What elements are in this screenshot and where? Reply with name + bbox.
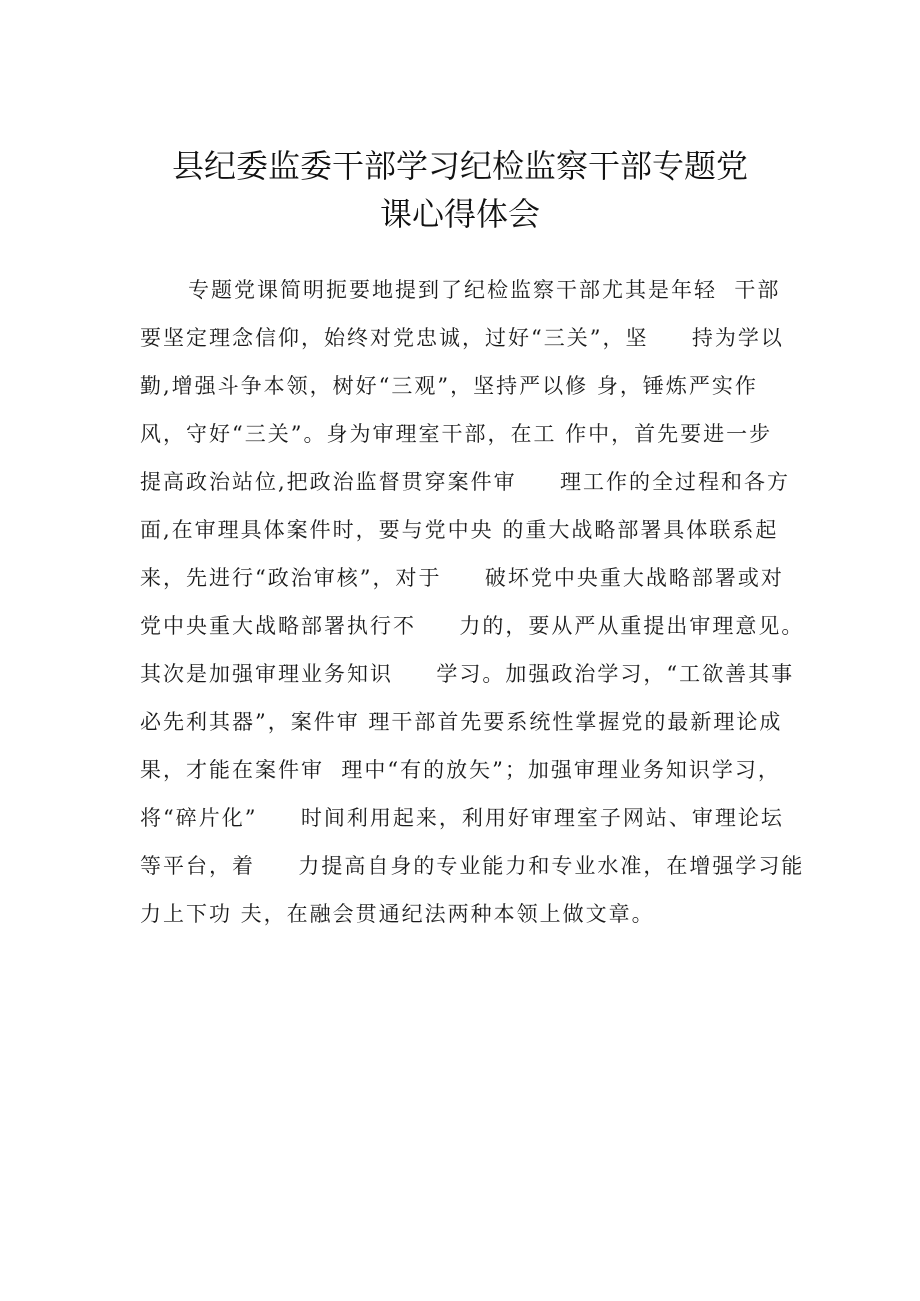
body-line-11: 果，才能在案件审 理中“有的放矢”；加强审理业务知识学习， — [140, 758, 781, 782]
body-line-8: 党中央重大战略部署执行不 力的，要从严从重提出审理意见。 — [140, 614, 805, 638]
body-line-14: 力上下功 夫，在融会贯通纪法两种本领上做文章。 — [140, 902, 655, 926]
body-line-1: 专题党课简明扼要地提到了纪检监察干部尤其是年轻 干部 — [188, 278, 781, 302]
body-line-4: 风，守好“三关”。身为审理室干部，在工 作中，首先要进一步 — [140, 422, 773, 446]
body-line-9: 其次是加强审理业务知识 学习。加强政治学习，“工欲善其事 — [140, 662, 795, 686]
body-line-6: 面,在审理具体案件时，要与党中央 的重大战略部署具体联系起 — [140, 518, 779, 542]
body-line-7: 来，先进行“政治审核”，对于 破坏党中央重大战略部署或对 — [140, 566, 784, 590]
document-title-line-1: 县纪委监委干部学习纪检监察干部专题党 — [171, 147, 748, 185]
document-title-line-2: 课心得体会 — [379, 195, 540, 233]
body-line-13: 等平台，着 力提高自身的专业能力和专业水准，在增强学习能 — [140, 854, 805, 878]
body-line-12: 将“碎片化” 时间利用起来，利用好审理室子网站、审理论坛 — [140, 806, 784, 830]
body-line-5: 提高政治站位,把政治监督贯穿案件审 理工作的全过程和各方 — [140, 470, 791, 494]
body-line-2: 要坚定理念信仰，始终对党忠诚，过好“三关”，坚 持为学以 — [140, 326, 784, 350]
body-line-10: 必先利其器”，案件审 理干部首先要系统性掌握党的最新理论成 — [140, 710, 783, 734]
body-line-3: 勤,增强斗争本领，树好“三观”，坚持严以修 身，锤炼严实作 — [140, 374, 758, 398]
